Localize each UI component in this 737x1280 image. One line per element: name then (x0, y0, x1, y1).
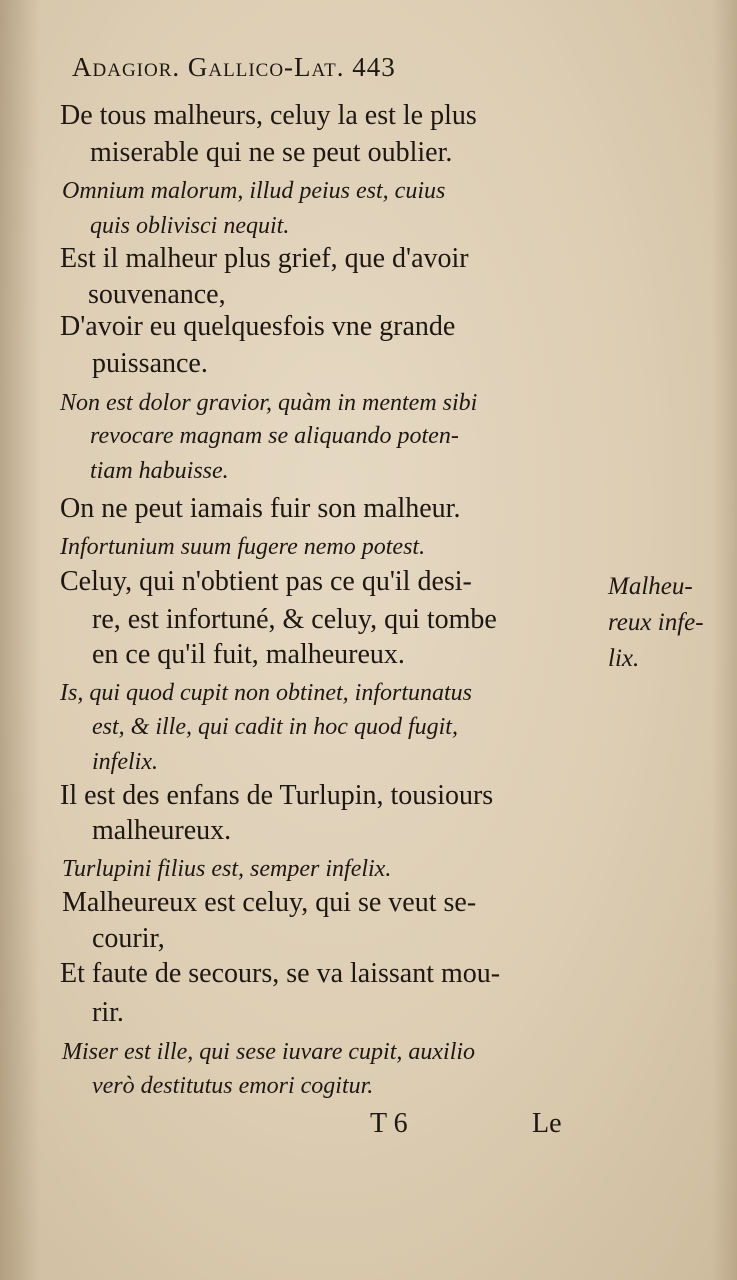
text-line: est, & ille, qui cadit in hoc quod fugit, (92, 714, 458, 740)
text-line: tiam habuisse. (90, 458, 229, 484)
text-line: De tous malheurs, celuy la est le plus (60, 100, 477, 131)
text-line: quis oblivisci nequit. (90, 213, 290, 239)
page-edge-shadow-right (712, 0, 737, 1280)
text-line: Non est dolor gravior, quàm in mentem sibi (60, 390, 478, 416)
text-line: Celuy, qui n'obtient pas ce qu'il desi- (60, 566, 472, 597)
text-line: malheureux. (92, 815, 232, 846)
margin-note-line: Malheu- (608, 573, 693, 600)
text-line: souvenance, (88, 279, 226, 310)
text-line: rir. (92, 997, 124, 1028)
text-line: Infortunium suum fugere nemo potest. (60, 534, 426, 560)
text-line: revocare magnam se aliquando poten- (90, 423, 459, 449)
signature-mark: T 6 (370, 1108, 408, 1139)
text-line: courir, (92, 923, 165, 954)
text-line: puissance. (92, 348, 208, 379)
text-line: re, est infortuné, & celuy, qui tombe (92, 604, 497, 635)
text-line: Il est des enfans de Turlupin, tousiours (60, 780, 494, 811)
text-line: Malheureux est celuy, qui se veut se- (62, 887, 477, 918)
text-line: Miser est ille, qui sese iuvare cupit, auxilio (62, 1039, 476, 1065)
catchword: Le (532, 1108, 562, 1139)
text-line: Turlupini filius est, semper infelix. (62, 856, 392, 882)
text-line: Et faute de secours, se va laissant mou- (60, 958, 501, 989)
text-line: infelix. (92, 749, 158, 775)
text-line: On ne peut iamais fuir son malheur. (60, 493, 461, 524)
text-line: en ce qu'il fuit, malheureux. (92, 639, 405, 670)
text-line: Omnium malorum, illud peius est, cuius (62, 178, 446, 204)
text-line: Is, qui quod cupit non obtinet, infortunatus (60, 680, 472, 706)
text-line: verò destitutus emori cogitur. (92, 1073, 374, 1099)
text-line: Est il malheur plus grief, que d'avoir (60, 243, 469, 274)
text-line: D'avoir eu quelquesfois vne grande (60, 311, 456, 342)
running-title: Adagior. Gallico-Lat. (72, 52, 345, 82)
page-number: 443 (352, 52, 396, 82)
page-edge-shadow (0, 0, 40, 1280)
margin-note-line: reux infe- (608, 609, 704, 636)
margin-note-line: lix. (608, 645, 640, 672)
text-line: miserable qui ne se peut oublier. (90, 137, 453, 168)
running-header (72, 52, 396, 83)
